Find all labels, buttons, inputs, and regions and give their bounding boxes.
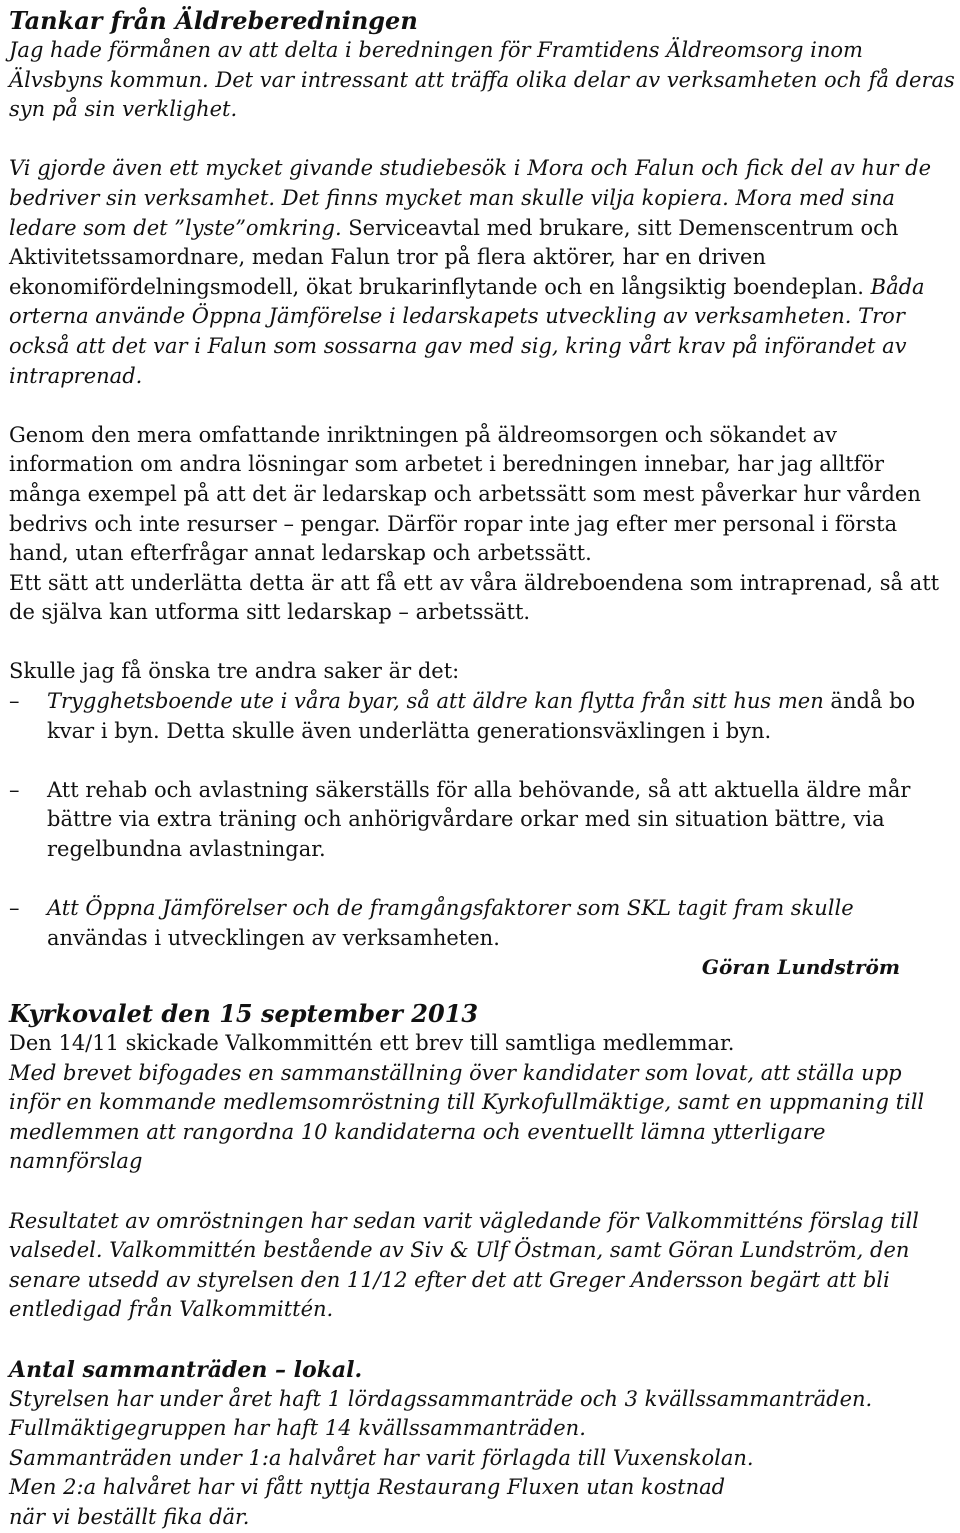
paragraph-onskningar: Skulle jag få önska tre andra saker är det: (9, 659, 460, 684)
meetings-line: Styrelsen har under året haft 1 lördagssammanträde och 3 kvällssammanträden. (9, 1386, 873, 1411)
paragraph-studiebesok-part4: Tror också att det var i Falun som sossarna gav med sig, kring vårt krav på införandet av intraprenad. (9, 304, 907, 388)
list-item-text: Att Öppna Jämförelser och de framgångsfaktorer som SKL tagit fram skulle (47, 896, 854, 921)
paragraph-ledarskap-part2: Därför ropar inte jag efter mer personal i första hand, utan efterfrågar annat ledarskap och arbetssätt. (9, 511, 898, 566)
section-heading-sammantraden: Antal sammanträden – lokal. (9, 1356, 363, 1383)
spacer (9, 1325, 957, 1355)
spacer (9, 746, 957, 776)
meetings-line: Men 2:a halvåret har vi fått nyttja Restaurang Fluxen utan kostnad (9, 1475, 726, 1500)
paragraph-resultat: Resultatet av omröstningen har sedan varit vägledande för Valkommitténs förslag till valsedel. Valkommittén bestående av Siv & Ulf Östman, samt Göran Lundström, den senare utsedd av styrelsen den 11/12 efter det att Greger Andersson begärt att bli entledigad från Valkommittén. (9, 1208, 919, 1322)
dash-marker: – (9, 689, 20, 714)
list-item-text-continued: ändå bo kvar i byn. Detta skulle även underlätta generationsväxlingen i byn. (47, 689, 916, 743)
paragraph-ledarskap-part1: Genom den mera omfattande inriktningen på äldreomsorgen och sökandet av information om andra lösningar som arbetet i beredningen innebar, har jag alltför många exempel på att det är ledarskap och arbetssätt som mest påverkar hur vården bedrivs och inte resurser – pengar. (9, 422, 921, 536)
meetings-line: Sammanträden under 1:a halvåret har varit förlagda till Vuxenskolan. (9, 1445, 754, 1470)
spacer (9, 1177, 957, 1207)
paragraph-studiebesok-part3: Båda orterna använde Öppna Jämförelse i ledarskapets utveckling av verksamheten. (9, 274, 925, 329)
list-item (9, 776, 957, 865)
dash-marker: – (9, 777, 20, 802)
list-item-text: Att rehab och avlastning säkerställs för alla behövande, så att aktuella äldre mår bättre via extra träning och anhörigvårdare orkar med sin situation bättre, via regelbundna avlastningar. (47, 777, 911, 862)
spacer (9, 125, 957, 155)
meetings-line: när vi beställt fika där. (9, 1504, 250, 1529)
paragraph-ledarskap (9, 421, 957, 569)
list-item (9, 894, 957, 953)
paragraph-studiebesok-part2: Serviceavtal med brukare, sitt Demenscentrum och Aktivitetssamordnare, medan Falun tror på flera aktörer, har en driven ekonomifördelningsmodell, ökat brukarinflytande och en långsiktig boendeplan. (9, 215, 899, 299)
list-item-text: Trygghetsboende ute i våra byar, så att äldre kan flytta från sitt hus men (47, 689, 831, 714)
paragraph-sammanstallning: Med brevet bifogades en sammanställning över kandidater som lovat, att ställa upp inför en kommande medlemsomröstning till Kyrkofullmäktige, samt en uppmaning till medlemmen att rangordna 10 kandidaterna och eventuellt lämna ytterligare namnförslag (9, 1060, 925, 1174)
section-heading-aldreberedningen: Tankar från Äldreberedningen (9, 6, 418, 35)
spacer (9, 628, 957, 658)
paragraph-brev: Den 14/11 skickade Valkommittén ett brev till samtliga medlemmar. (9, 1031, 735, 1055)
meetings-line: Fullmäktigegruppen har haft 14 kvällssammanträden. (9, 1416, 586, 1441)
list-item (9, 687, 957, 746)
signature: Göran Lundström (701, 955, 900, 980)
paragraph-studiebesok (9, 154, 957, 391)
spacer (9, 391, 957, 421)
document-page (9, 6, 957, 1533)
list-item-text-continued: användas i utvecklingen av verksamheten. (47, 925, 500, 950)
dash-marker: – (9, 896, 20, 921)
paragraph-intro: Jag hade förmånen av att delta i beredningen för Framtidens Äldreomsorg inom Älvsbyns kommun. Det var intressant att träffa olika delar av verksamheten och få deras syn på sin verklighet. (9, 38, 955, 122)
paragraph-intraprenad: Ett sätt att underlätta detta är att få ett av våra äldreboendena som intraprenad, så att de själva kan utforma sitt ledarskap – arbetssätt. (9, 570, 940, 625)
paragraph-studiebesok-part1: Vi gjorde även ett mycket givande studiebesök i Mora och Falun och fick del av hur de bedriver sin verksamhet. Det finns mycket man skulle vilja kopiera. Mora med sina ledare som det ”lyste”omkring. (9, 156, 932, 240)
section-heading-kyrkovalet: Kyrkovalet den 15 september 2013 (9, 999, 479, 1028)
spacer (9, 865, 957, 895)
